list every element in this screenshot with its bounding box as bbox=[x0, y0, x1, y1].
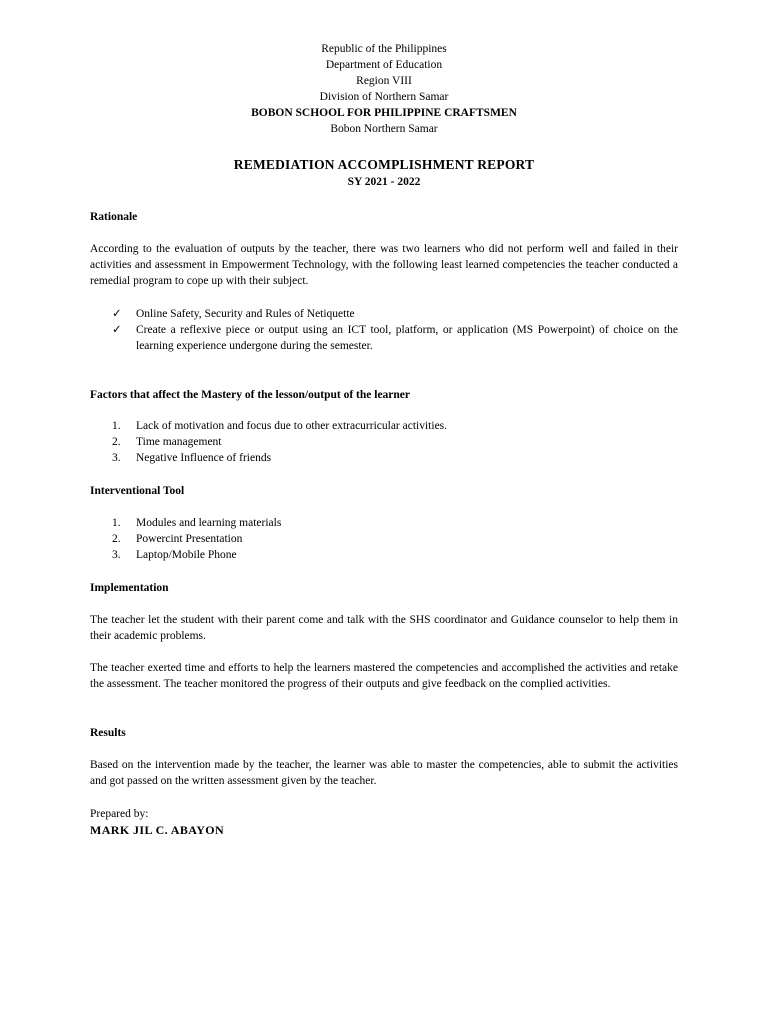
report-title: REMEDIATION ACCOMPLISHMENT REPORT bbox=[233, 157, 535, 172]
list-item-text: Modules and learning materials bbox=[136, 517, 282, 529]
list-item-text: Online Safety, Security and Rules of Netiquette bbox=[136, 308, 355, 320]
report-school-year: SY 2021 - 2022 bbox=[347, 176, 421, 188]
implementation-paragraph-1: The teacher let the student with their parent come and talk with the SHS coordinator and Guidance counselor to help them in their academic problems. bbox=[90, 614, 678, 642]
list-item bbox=[112, 434, 672, 450]
list-item bbox=[112, 515, 672, 531]
list-item bbox=[112, 531, 672, 547]
list-item bbox=[112, 322, 678, 354]
results-paragraph: Based on the intervention made by the teacher, the learner was able to master the competencies, able to submit the activities and got passed on the written assessment given by the teacher. bbox=[90, 759, 678, 787]
checkmark-icon: ✓ bbox=[112, 324, 122, 336]
prepared-by-label: Prepared by: bbox=[90, 808, 149, 820]
list-item-text: Powercint Presentation bbox=[136, 533, 243, 545]
list-item-text: Time management bbox=[136, 436, 222, 448]
header-division: Division of Northern Samar bbox=[319, 91, 449, 103]
list-item-text: Laptop/Mobile Phone bbox=[136, 549, 237, 561]
implementation-heading: Implementation bbox=[90, 582, 169, 594]
list-number: 2. bbox=[112, 533, 121, 545]
factors-heading: Factors that affect the Mastery of the lesson/output of the learner bbox=[90, 389, 411, 401]
list-number: 1. bbox=[112, 517, 121, 529]
letterhead bbox=[0, 41, 768, 137]
report-title-block bbox=[0, 156, 768, 190]
implementation-paragraph-2: The teacher exerted time and efforts to help the learners mastered the competencies and accomplished the activities and retake the assessment. The teacher monitored the progress of their outputs and give feedback on the complied activities. bbox=[90, 662, 678, 690]
list-item bbox=[112, 547, 672, 563]
header-department: Department of Education bbox=[325, 59, 443, 71]
header-school-name: BOBON SCHOOL FOR PHILIPPINE CRAFTSMEN bbox=[251, 107, 517, 119]
rationale-paragraph: According to the evaluation of outputs by the teacher, there was two learners who did not perform well and failed in their activities and assessment in Empowerment Technology, with the following least learned competencies the teacher conducted a remedial program to cope up with their subject. bbox=[90, 243, 678, 287]
list-number: 2. bbox=[112, 436, 121, 448]
list-item-text: Lack of motivation and focus due to other extracurricular activities. bbox=[136, 420, 448, 432]
list-number: 3. bbox=[112, 452, 121, 464]
preparer-name: MARK JIL C. ABAYON bbox=[90, 823, 225, 837]
factors-list bbox=[112, 418, 672, 466]
list-item bbox=[112, 450, 672, 466]
list-item-text: Create a reflexive piece or output using an ICT tool, platform, or application (MS Powerpoint) of choice on the learning experience undergone during the semester. bbox=[136, 324, 678, 352]
rationale-competency-list bbox=[112, 306, 678, 354]
tool-list bbox=[112, 515, 672, 563]
checkmark-icon: ✓ bbox=[112, 308, 122, 320]
list-number: 3. bbox=[112, 549, 121, 561]
list-item bbox=[112, 306, 678, 322]
header-republic: Republic of the Philippines bbox=[321, 43, 447, 55]
header-school-address: Bobon Northern Samar bbox=[330, 123, 438, 135]
rationale-heading: Rationale bbox=[90, 211, 138, 223]
list-item-text: Negative Influence of friends bbox=[136, 452, 272, 464]
list-number: 1. bbox=[112, 420, 121, 432]
results-heading: Results bbox=[90, 727, 126, 739]
tool-heading: Interventional Tool bbox=[90, 485, 185, 497]
list-item bbox=[112, 418, 672, 434]
header-region: Region VIII bbox=[356, 75, 412, 87]
